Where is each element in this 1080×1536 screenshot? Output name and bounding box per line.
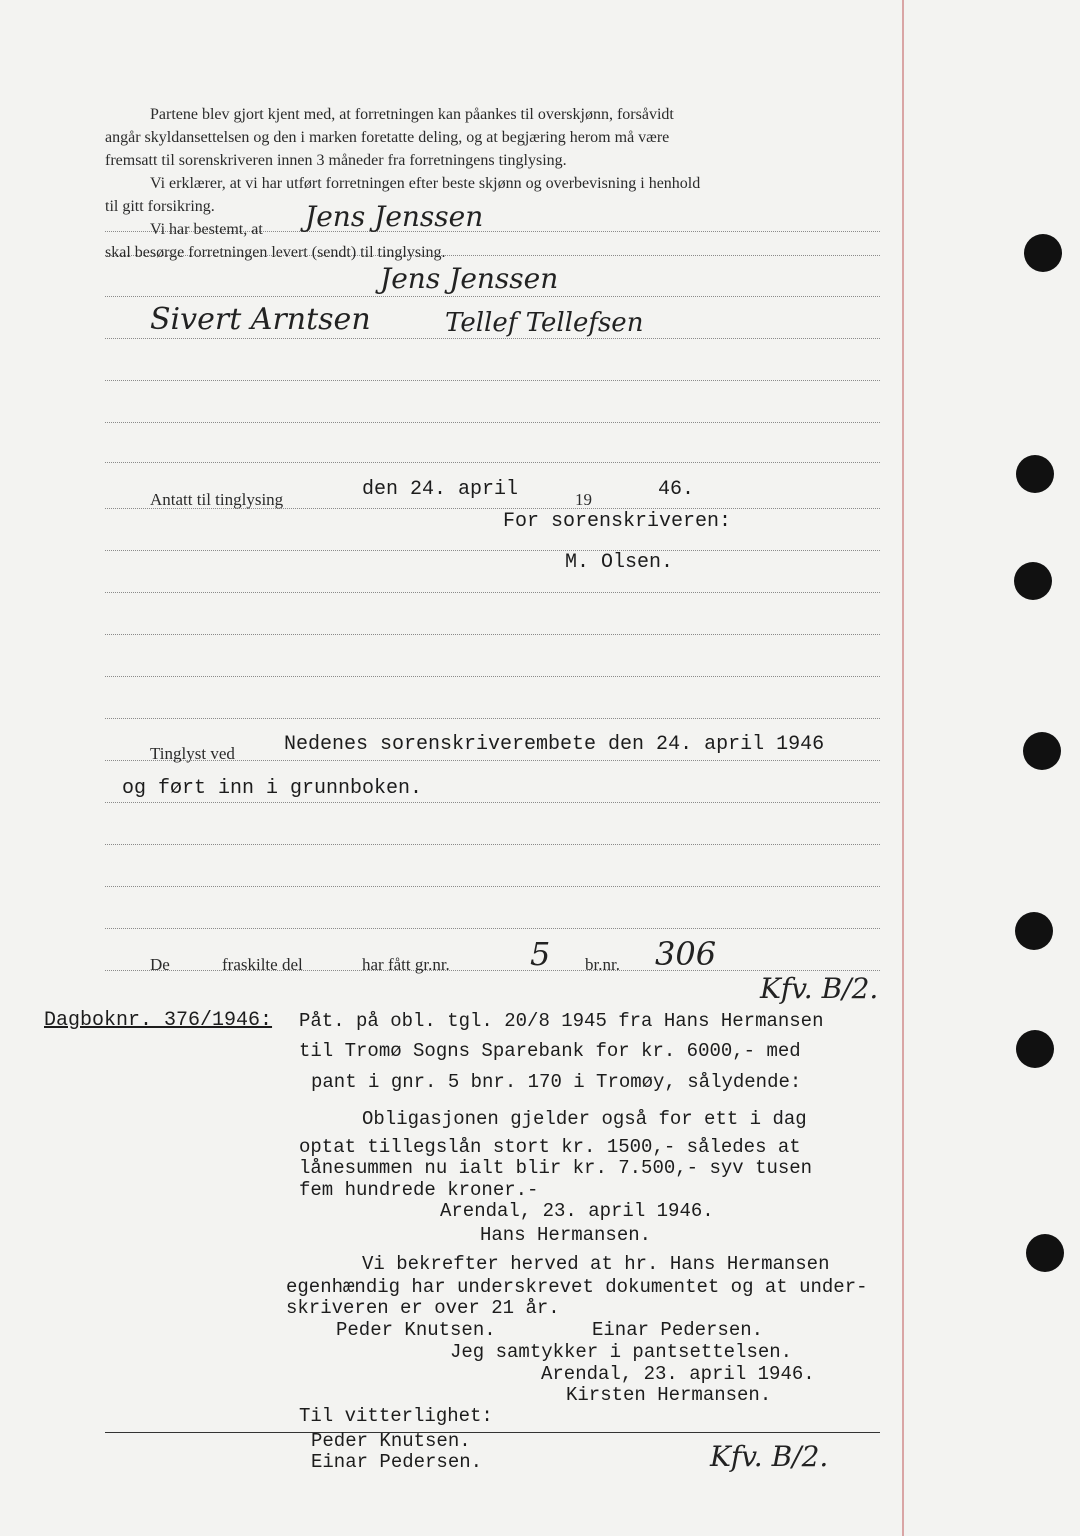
punch-hole-5 — [1015, 912, 1053, 950]
antatt-year-prefix: 19 — [575, 490, 592, 509]
red-margin-line — [902, 0, 904, 1536]
antatt-name: M. Olsen. — [565, 551, 674, 574]
fraskilte-grnr: 5 — [530, 935, 551, 973]
punch-hole-4 — [1023, 732, 1061, 770]
clause-line-5: til gitt forsikring. — [105, 198, 215, 215]
fraskilte-de: De — [150, 955, 170, 974]
entry-line: Til vitterlighet: — [299, 1405, 493, 1427]
entry-line: pant i gnr. 5 bnr. 170 i Tromøy, sålydende: — [311, 1071, 802, 1093]
antatt-for: For sorenskriveren: — [503, 510, 732, 533]
entry-line: lånesummen nu ialt blir kr. 7.500,- syv tusen — [299, 1157, 813, 1179]
entry-line: Jeg samtykker i pantsettelsen. — [450, 1341, 793, 1363]
punch-hole-1 — [1024, 234, 1062, 272]
entry-line: egenhændig har underskrevet dokumentet og at under- — [286, 1276, 868, 1298]
entry-line: Vi bekrefter herved at hr. Hans Hermansen — [362, 1253, 830, 1275]
entry-line: Peder Knutsen. — [336, 1319, 496, 1341]
tinglyst-label: Tinglyst ved — [150, 744, 235, 763]
signature-divider — [105, 1432, 880, 1433]
tinglyst-line-1: Nedenes sorenskriverembete den 24. april 1946 — [284, 733, 825, 756]
antatt-label: Antatt til tinglysing — [150, 490, 284, 509]
tinglyst-line-2: og ført inn i grunnboken. — [122, 777, 423, 800]
kfv-mark-1: Kfv. B/2. — [760, 972, 879, 1005]
signature-tellef: Tellef Tellefsen — [445, 308, 644, 338]
fraskilte-brnr-label: br.nr. — [585, 955, 620, 974]
entry-line: Peder Knutsen. — [311, 1430, 471, 1452]
entry-line: optat tillegslån stort kr. 1500,- således at — [299, 1136, 801, 1158]
entry-line: Arendal, 23. april 1946. — [440, 1200, 714, 1222]
clause-line-6: Vi har bestemt, at — [150, 221, 263, 238]
antatt-year-suffix: 46. — [658, 478, 695, 501]
clause-line-4: Vi erklærer, at vi har utført forretningen efter beste skjønn og overbevisning i henhold — [150, 175, 701, 192]
clause-line-1: Partene blev gjort kjent med, at forretningen kan påankes til overskjønn, forsåvidt — [150, 106, 674, 123]
entry-line: skriveren er over 21 år. — [286, 1297, 560, 1319]
entry-line: fem hundrede kroner.- — [299, 1179, 539, 1201]
fraskilte-del: fraskilte del — [222, 955, 303, 974]
clause-line-7: skal besørge forretningen levert (sendt) til tinglysing. — [105, 244, 446, 261]
delegate-signature: Jens Jenssen — [305, 200, 484, 233]
entry-line: Einar Pedersen. — [592, 1319, 764, 1341]
clause-line-2: angår skyldansettelsen og den i marken foretatte deling, og at begjæring herom må være — [105, 129, 670, 146]
punch-hole-6 — [1016, 1030, 1054, 1068]
signature-jens: Jens Jenssen — [380, 262, 559, 295]
entry-line: Arendal, 23. april 1946. — [541, 1363, 815, 1385]
dagbok-number: Dagboknr. 376/1946: — [44, 1009, 273, 1032]
punch-hole-2 — [1016, 455, 1054, 493]
fraskilte-har: har fått gr.nr. — [362, 955, 450, 974]
antatt-date: den 24. april — [362, 478, 519, 501]
punch-hole-7 — [1026, 1234, 1064, 1272]
entry-line: Hans Hermansen. — [480, 1224, 652, 1246]
entry-line: Påt. på obl. tgl. 20/8 1945 fra Hans Hermansen — [299, 1010, 824, 1032]
clause-line-3: fremsatt til sorenskriveren innen 3 måneder fra forretningens tinglysing. — [105, 152, 567, 169]
fraskilte-brnr: 306 — [655, 935, 717, 973]
entry-line: Obligasjonen gjelder også for ett i dag — [362, 1108, 807, 1130]
entry-line: Kirsten Hermansen. — [566, 1384, 772, 1406]
punch-hole-3 — [1014, 562, 1052, 600]
entry-line: til Tromø Sogns Sparebank for kr. 6000,- med — [299, 1040, 801, 1062]
signature-sivert: Sivert Arntsen — [150, 302, 371, 337]
kfv-mark-2: Kfv. B/2. — [710, 1440, 829, 1473]
entry-line: Einar Pedersen. — [311, 1451, 483, 1473]
